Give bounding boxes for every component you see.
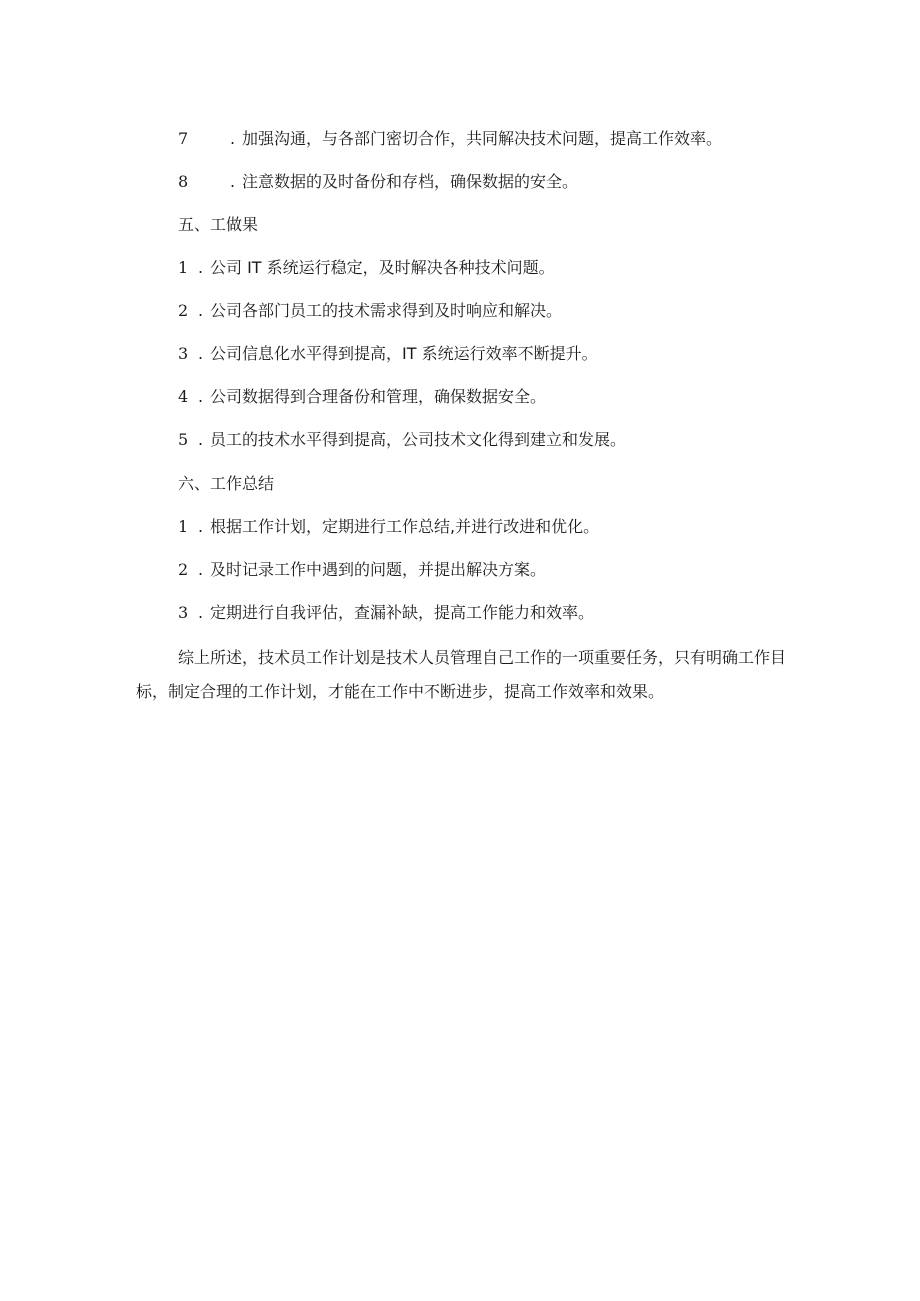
list-item: 8 . 注意数据的及时备份和存档，确保数据的安全。 bbox=[178, 172, 579, 191]
item-text: 公司信息化水平得到提高，IT 系统运行效率不断提升。 bbox=[210, 344, 598, 363]
item-number: 3 bbox=[178, 603, 189, 622]
item-text: 定期进行自我评估，查漏补缺，提高工作能力和效率。 bbox=[210, 603, 595, 622]
item-text: 公司各部门员工的技术需求得到及时响应和解决。 bbox=[210, 301, 563, 320]
list-item: 7 . 加强沟通，与各部门密切合作，共同解决技术问题，提高工作效率。 bbox=[178, 129, 723, 148]
item-number: 5 bbox=[178, 430, 189, 449]
list-item: 3 . 定期进行自我评估，查漏补缺，提高工作能力和效率。 bbox=[178, 603, 595, 622]
list-item: 2 . 公司各部门员工的技术需求得到及时响应和解决。 bbox=[178, 301, 563, 320]
item-text: 注意数据的及时备份和存档，确保数据的安全。 bbox=[242, 172, 579, 191]
item-number: 1 bbox=[178, 517, 189, 536]
item-number: 3 bbox=[178, 344, 189, 363]
conclusion-paragraph: 综上所述，技术员工作计划是技术人员管理自己工作的一项重要任务，只有明确工作目标，制定合理的工作计划，才能在工作中不断进步，提高工作效率和效果。 bbox=[136, 648, 787, 701]
item-text: 公司数据得到合理备份和管理，确保数据安全。 bbox=[210, 387, 547, 406]
list-item: 4 . 公司数据得到合理备份和管理，确保数据安全。 bbox=[178, 387, 547, 406]
list-item: 3 . 公司信息化水平得到提高，IT 系统运行效率不断提升。 bbox=[178, 344, 598, 363]
item-text: 加强沟通，与各部门密切合作，共同解决技术问题，提高工作效率。 bbox=[242, 129, 723, 148]
item-text: 根据工作计划，定期进行工作总结,并进行改进和优化。 bbox=[210, 517, 600, 536]
section-heading: 五、工做果 bbox=[178, 215, 259, 234]
item-number: 4 bbox=[178, 387, 189, 406]
list-item: 5 . 员工的技术水平得到提高，公司技术文化得到建立和发展。 bbox=[178, 430, 627, 449]
item-number: 2 bbox=[178, 301, 189, 320]
list-item: 2 . 及时记录工作中遇到的问题，并提出解决方案。 bbox=[178, 560, 547, 579]
item-text: 公司 IT 系统运行稳定，及时解决各种技术问题。 bbox=[210, 258, 555, 277]
list-item: 1 . 根据工作计划，定期进行工作总结,并进行改进和优化。 bbox=[178, 517, 600, 536]
item-number: 2 bbox=[178, 560, 189, 579]
item-number: 8 bbox=[178, 172, 189, 191]
item-text: 及时记录工作中遇到的问题，并提出解决方案。 bbox=[210, 560, 547, 579]
item-number: 7 bbox=[178, 129, 189, 148]
section-heading: 六、工作总结 bbox=[178, 474, 275, 493]
list-item: 1 . 公司 IT 系统运行稳定，及时解决各种技术问题。 bbox=[178, 258, 555, 277]
item-text: 员工的技术水平得到提高，公司技术文化得到建立和发展。 bbox=[210, 430, 627, 449]
item-number: 1 bbox=[178, 258, 189, 277]
